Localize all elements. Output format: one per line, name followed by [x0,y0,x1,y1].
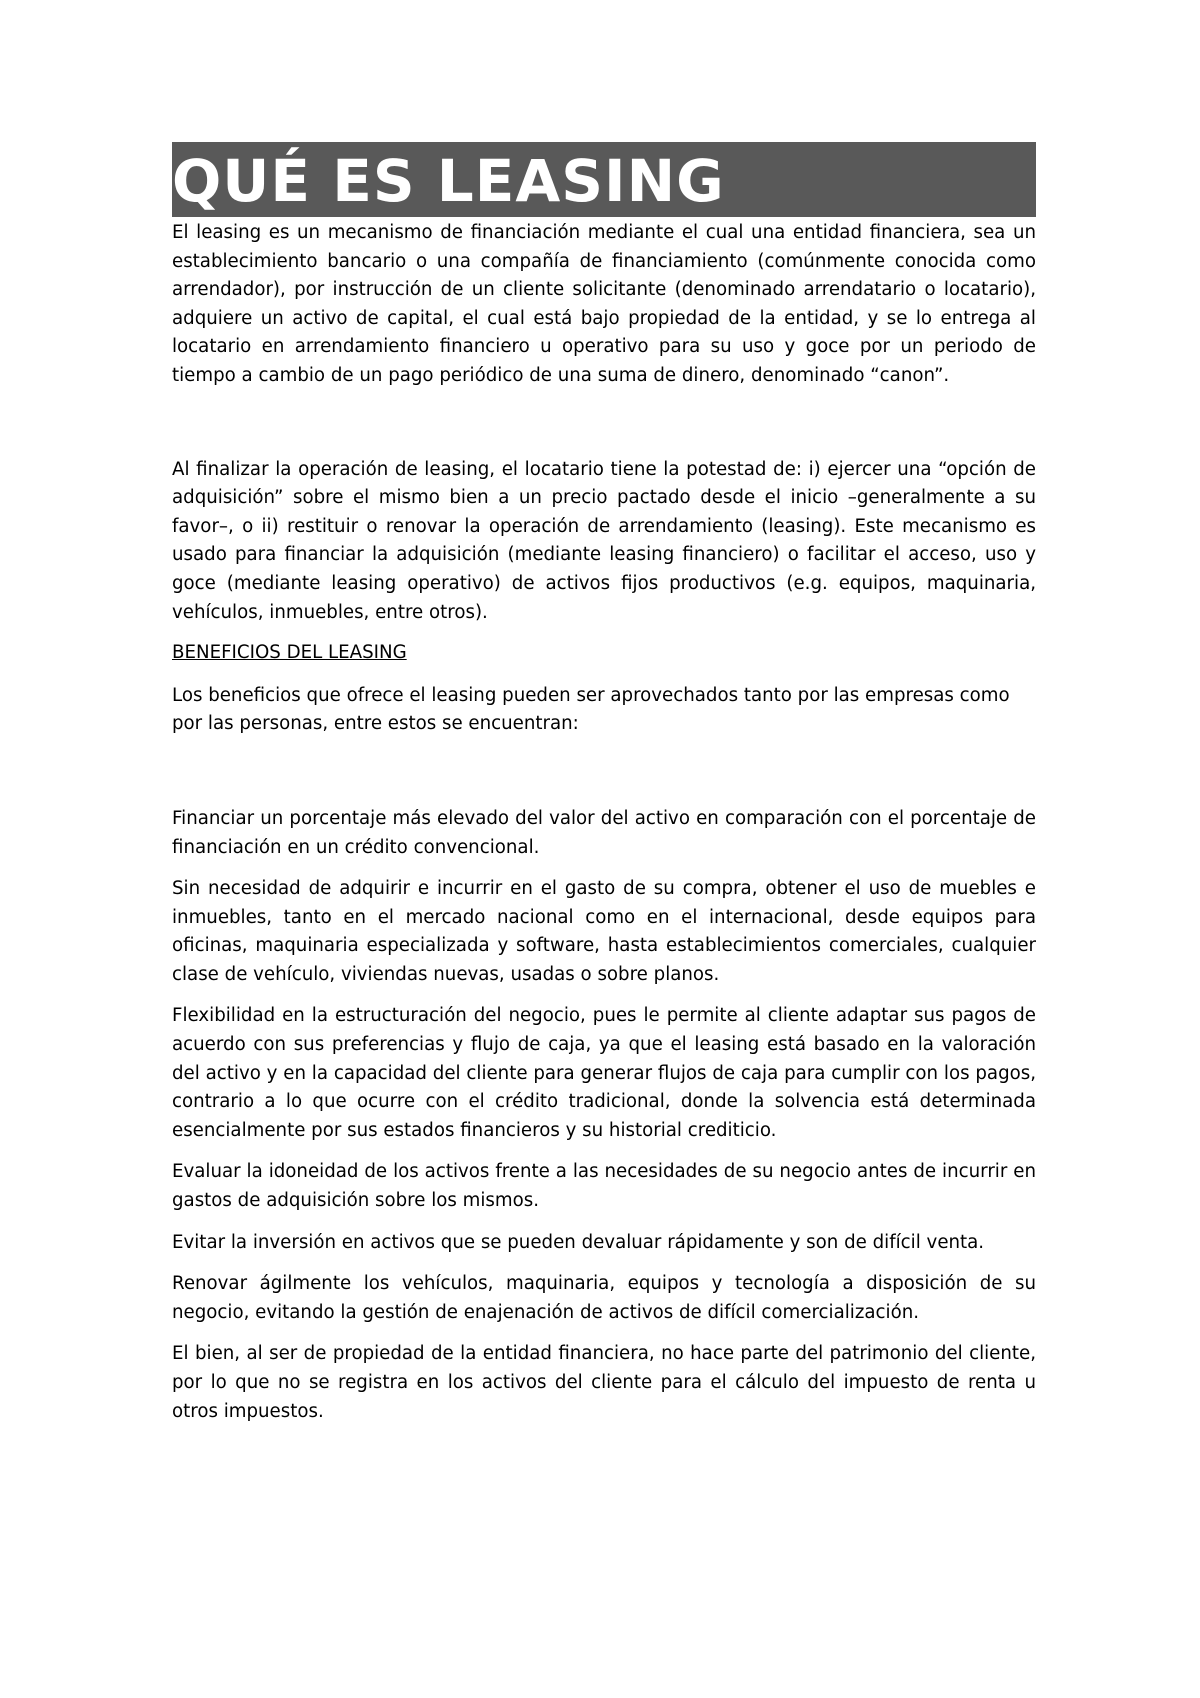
title-banner [172,142,1036,217]
page-title: QUÉ ES LEASING [172,147,725,215]
benefit-item: Renovar ágilmente los vehículos, maquinaria, equipos y tecnología a disposición de su negocio, evitando la gestión de enajenación de activos de difícil comercialización. [172,1273,1036,1323]
intro-paragraph: El leasing es un mecanismo de financiación mediante el cual una entidad financiera, sea un establecimiento bancario o una compañía de financiamiento (comúnmente conocida como arrendador), por instrucción de un cliente solicitante (denominado arrendatario o locatario), adquiere un activo de capital, el cual está bajo propiedad de la entidad, y se lo entrega al locatario en arrendamiento financiero u operativo para su uso y goce por un periodo de tiempo a cambio de un pago periódico de una suma de dinero, denominado “canon”. [172,222,1036,386]
benefit-item: Financiar un porcentaje más elevado del valor del activo en comparación con el porcentaje de financiación en un crédito convencional. [172,807,1036,858]
operation-end-paragraph: Al finalizar la operación de leasing, el locatario tiene la potestad de: i) ejercer una “opción de adquisición” sobre el mismo bien a un precio pactado desde el inicio –generalmente a su favor–, o ii) restituir o renovar la operación de arrendamiento (leasing). Este mecanismo es usado para financiar la adquisición (mediante leasing financiero) o facilitar el acceso, uso y goce (mediante leasing operativo) de activos fijos productivos (e.g. equipos, maquinaria, vehículos, inmuebles, entre otros). [172,458,1036,623]
document-content [172,142,1036,1426]
benefit-item: Evaluar la idoneidad de los activos frente a las necesidades de su negocio antes de incurrir en gastos de adquisición sobre los mismos. [172,1161,1036,1212]
benefit-item: El bien, al ser de propiedad de la entidad financiera, no hace parte del patrimonio del cliente, por lo que no se registra en los activos del cliente para el cálculo del impuesto de renta u otros impuestos. [172,1343,1036,1422]
benefit-item: Flexibilidad en la estructuración del negocio, pues le permite al cliente adaptar sus pagos de acuerdo con sus preferencias y flujo de caja, ya que el leasing está basado en la valoración del activo y en la capacidad del cliente para generar flujos de caja para cumplir con los pagos, contrario a lo que ocurre con el crédito tradicional, donde la solvencia está determinada esencialmente por sus estados financieros y su historial crediticio. [172,1005,1036,1141]
benefit-item: Evitar la inversión en activos que se pueden devaluar rápidamente y son de difícil venta. [172,1231,985,1253]
benefit-item: Sin necesidad de adquirir e incurrir en el gasto de su compra, obtener el uso de muebles e inmuebles, tanto en el mercado nacional como en el internacional, desde equipos para oficinas, maquinaria especializada y software, hasta establecimientos comerciales, cualquier clase de vehículo, viviendas nuevas, usadas o sobre planos. [172,878,1036,985]
benefits-heading: BENEFICIOS DEL LEASING [172,642,407,664]
benefits-intro-paragraph: Los beneficios que ofrece el leasing pueden ser aprovechados tanto por las empresas como por las personas, entre estos se encuentran: [172,684,1010,735]
